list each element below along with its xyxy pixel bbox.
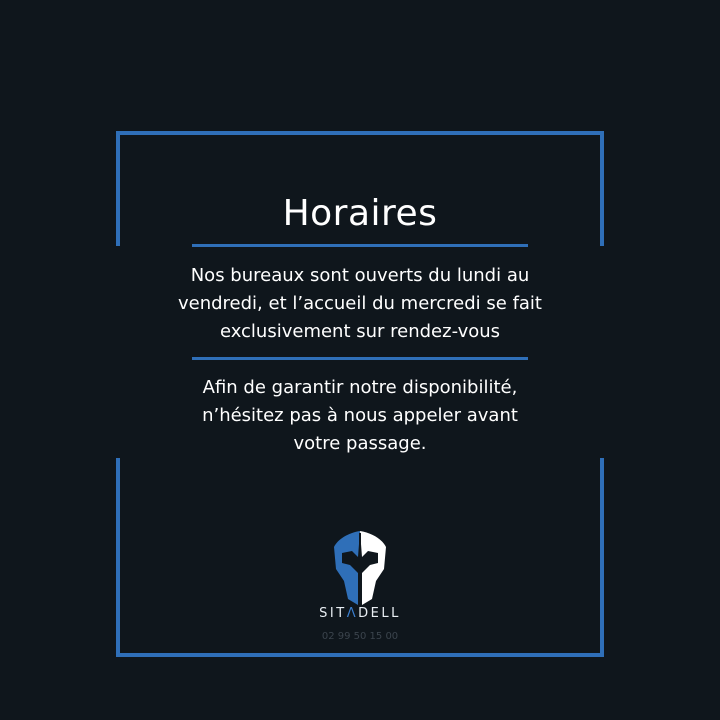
- phone-number: 02 99 50 15 00: [321, 631, 399, 642]
- call-ahead-line: n’hésitez pas à nous appeler avant: [202, 405, 518, 426]
- brand-name-part: SIT: [319, 606, 347, 621]
- brand-name-part: DELL: [358, 606, 401, 621]
- frame-bottom-border: [116, 653, 604, 657]
- brand-name-accent: Λ: [346, 606, 359, 621]
- opening-hours-line: exclusivement sur rendez-vous: [219, 321, 501, 342]
- opening-hours-text: [140, 262, 580, 346]
- frame-top-border: [116, 131, 604, 135]
- call-ahead-line: Afin de garantir notre disponibilité,: [202, 377, 518, 398]
- call-ahead-line: votre passage.: [293, 433, 427, 454]
- page-title: Horaires: [282, 193, 438, 234]
- paragraph-divider: [192, 357, 528, 360]
- opening-hours-line: Nos bureaux sont ouverts du lundi au: [190, 265, 530, 286]
- brand-name: [0, 606, 720, 621]
- frame-right-bottom-border: [600, 458, 604, 657]
- opening-hours-line: vendredi, et l’accueil du mercredi se fait: [177, 293, 542, 314]
- frame-left-bottom-border: [116, 458, 120, 657]
- call-ahead-text: [140, 374, 580, 458]
- spartan-helmet-icon: [330, 529, 390, 607]
- title-divider: [192, 244, 528, 247]
